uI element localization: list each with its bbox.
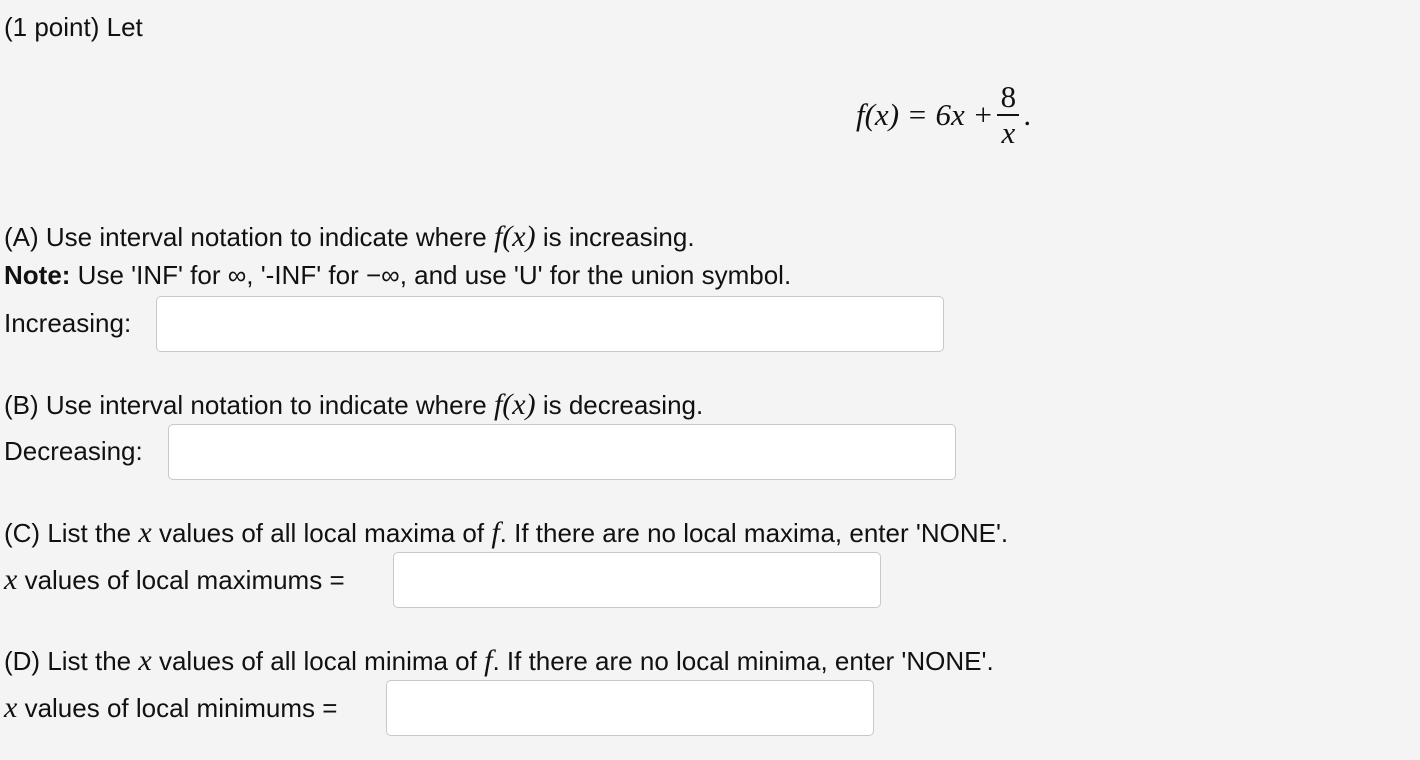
note-text: Use 'INF' for ∞, '-INF' for −∞, and use 'U' for the union symbol. [77, 260, 792, 290]
local-min-input[interactable] [386, 680, 874, 736]
part-d-prefix: (D) List the [4, 646, 132, 676]
decreasing-label: Decreasing: [4, 436, 143, 466]
part-b-suffix: is decreasing. [542, 390, 704, 420]
function-formula [856, 70, 1031, 160]
part-b-fx: f(x) [493, 388, 536, 421]
part-c-prefix: (C) List the [4, 518, 132, 548]
local-max-label-var: x [4, 563, 18, 596]
local-min-label [4, 691, 337, 725]
part-b-prefix: (B) Use interval notation to indicate where [4, 390, 487, 420]
local-max-label [4, 563, 345, 597]
note-label: Note: [4, 260, 71, 290]
part-d-suffix: . If there are no local minima, enter 'NONE'. [492, 646, 994, 676]
part-d-f: f [484, 644, 493, 677]
formula-fraction [997, 80, 1019, 150]
part-c-middle: values of all local maxima of [158, 518, 485, 548]
part-a-suffix: is increasing. [542, 222, 695, 252]
part-c-question [4, 516, 1008, 550]
part-c-suffix: . If there are no local maxima, enter 'NONE'. [499, 518, 1009, 548]
formula-end: . [1023, 97, 1032, 132]
problem-header: (1 point) Let [4, 12, 143, 42]
fraction-numerator: 8 [1000, 79, 1017, 115]
part-a-question [4, 220, 695, 254]
part-d-middle: values of all local minima of [158, 646, 477, 676]
increasing-input[interactable] [156, 296, 944, 352]
local-min-label-text: values of local minimums = [24, 693, 338, 723]
increasing-label: Increasing: [4, 308, 132, 338]
decreasing-input[interactable] [168, 424, 956, 480]
part-d-question [4, 644, 994, 678]
part-b-question [4, 388, 703, 422]
part-a-prefix: (A) Use interval notation to indicate where [4, 222, 487, 252]
part-a-note [4, 260, 791, 291]
part-c-f: f [491, 516, 500, 549]
local-max-label-text: values of local maximums = [24, 565, 345, 595]
local-max-input[interactable] [393, 552, 881, 608]
formula-lhs: f(x) = 6x + [856, 97, 994, 132]
part-d-var: x [138, 644, 152, 677]
fraction-denominator: x [1001, 114, 1016, 150]
part-c-var: x [138, 516, 152, 549]
local-min-label-var: x [4, 691, 18, 724]
part-a-fx: f(x) [493, 220, 536, 253]
